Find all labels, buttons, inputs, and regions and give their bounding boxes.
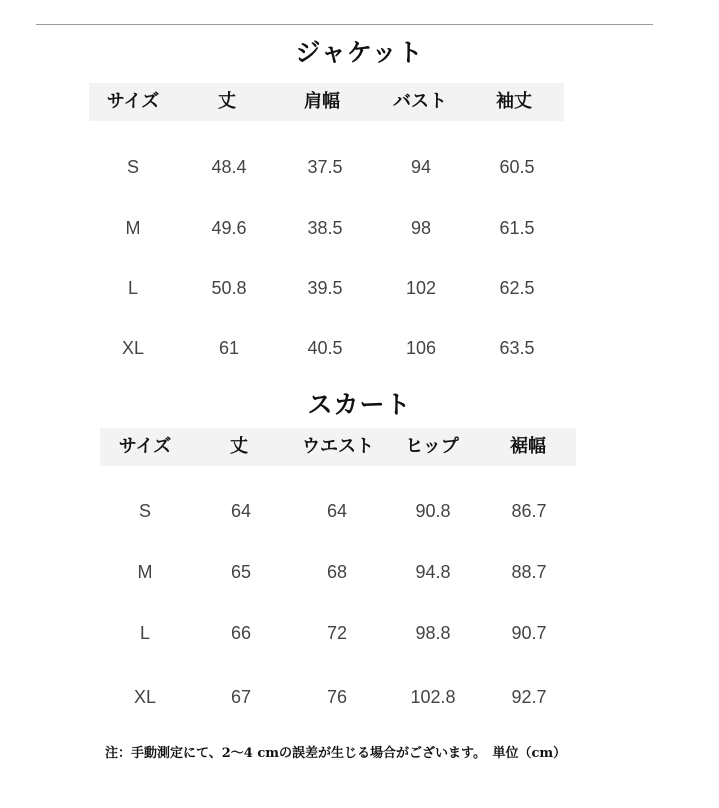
jacket-row-l xyxy=(0,273,719,303)
skirt-cell-hem: 88.7 xyxy=(511,562,547,582)
jacket-row-m xyxy=(0,213,719,243)
skirt-header-hip: ヒップ xyxy=(405,436,459,457)
jacket-cell-shoulder: 40.5 xyxy=(307,338,343,358)
skirt-cell-hip: 94.8 xyxy=(415,562,451,582)
skirt-row-m xyxy=(0,557,719,587)
jacket-cell-sleeve: 60.5 xyxy=(499,157,535,177)
jacket-cell-length: 49.6 xyxy=(211,218,247,238)
jacket-cell-bust: 94 xyxy=(410,157,432,177)
skirt-cell-size: M xyxy=(137,562,153,582)
jacket-row-s xyxy=(0,152,719,182)
skirt-cell-length: 64 xyxy=(230,501,252,521)
skirt-cell-waist: 64 xyxy=(326,501,348,521)
skirt-header-waist: ウエスト xyxy=(302,436,374,457)
jacket-cell-shoulder: 39.5 xyxy=(307,278,343,298)
skirt-cell-size: S xyxy=(138,501,152,521)
skirt-cell-waist: 76 xyxy=(326,687,348,707)
skirt-cell-waist: 72 xyxy=(326,623,348,643)
skirt-cell-hip: 98.8 xyxy=(415,623,451,643)
jacket-cell-size: M xyxy=(125,218,141,238)
jacket-cell-size: S xyxy=(126,157,140,177)
jacket-cell-size: L xyxy=(127,278,139,298)
jacket-cell-bust: 106 xyxy=(405,338,437,358)
jacket-header-bust: バスト xyxy=(393,91,447,112)
jacket-cell-size: XL xyxy=(121,338,145,358)
skirt-header-size: サイズ xyxy=(118,436,172,457)
skirt-title: スカート xyxy=(307,390,412,419)
skirt-cell-size: XL xyxy=(133,687,157,707)
jacket-cell-shoulder: 37.5 xyxy=(307,157,343,177)
skirt-cell-hem: 92.7 xyxy=(511,687,547,707)
jacket-header-shoulder: 肩幅 xyxy=(304,91,340,112)
top-divider xyxy=(36,24,653,25)
jacket-header-row xyxy=(89,83,564,121)
skirt-row-l xyxy=(0,618,719,648)
jacket-cell-length: 50.8 xyxy=(211,278,247,298)
skirt-cell-waist: 68 xyxy=(326,562,348,582)
jacket-cell-bust: 102 xyxy=(405,278,437,298)
jacket-header-sleeve: 袖丈 xyxy=(496,91,532,112)
skirt-header-row xyxy=(100,428,576,466)
jacket-cell-bust: 98 xyxy=(410,218,432,238)
skirt-header-length: 丈 xyxy=(230,436,248,457)
jacket-cell-shoulder: 38.5 xyxy=(307,218,343,238)
skirt-cell-hip: 102.8 xyxy=(410,687,456,707)
skirt-cell-hem: 86.7 xyxy=(511,501,547,521)
jacket-header-size: サイズ xyxy=(106,91,160,112)
jacket-cell-length: 48.4 xyxy=(211,157,247,177)
jacket-row-xl xyxy=(0,333,719,363)
skirt-cell-hip: 90.8 xyxy=(415,501,451,521)
skirt-row-xl xyxy=(0,682,719,712)
jacket-title: ジャケット xyxy=(295,38,424,67)
skirt-cell-length: 66 xyxy=(230,623,252,643)
jacket-cell-sleeve: 63.5 xyxy=(499,338,535,358)
jacket-cell-length: 61 xyxy=(218,338,240,358)
measurement-note: 注：手動測定にて、2〜4 cmの誤差が生じる場合がございます。 単位（cm） xyxy=(105,746,567,761)
skirt-cell-size: L xyxy=(139,623,151,643)
skirt-row-s xyxy=(0,496,719,526)
jacket-cell-sleeve: 61.5 xyxy=(499,218,535,238)
skirt-cell-length: 65 xyxy=(230,562,252,582)
skirt-header-hem: 裾幅 xyxy=(510,436,546,457)
jacket-header-length: 丈 xyxy=(218,91,236,112)
jacket-cell-sleeve: 62.5 xyxy=(499,278,535,298)
skirt-cell-hem: 90.7 xyxy=(511,623,547,643)
skirt-cell-length: 67 xyxy=(230,687,252,707)
